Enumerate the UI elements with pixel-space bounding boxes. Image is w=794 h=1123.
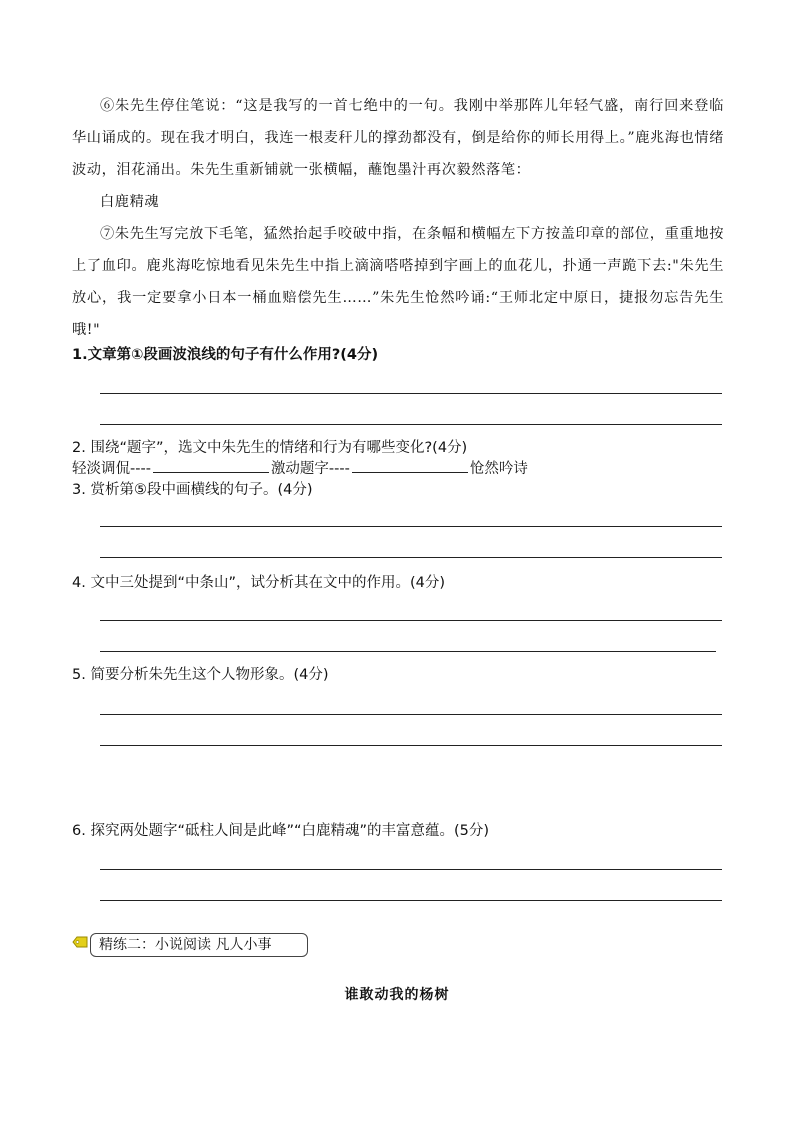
q2-middle: 激动题字---- [270, 461, 350, 477]
answer-line [100, 557, 722, 558]
q2-blank-1[interactable] [153, 458, 269, 473]
answer-line [100, 651, 716, 652]
question-3: 3. 赏析第⑤段中画横线的句子。(4分) [72, 482, 313, 498]
answer-line [100, 393, 722, 394]
q2-suffix: 怆然吟诗 [469, 461, 528, 477]
answer-line [100, 869, 722, 870]
passage-inscription: 白鹿精魂 [100, 194, 160, 210]
answer-line [100, 745, 722, 746]
story-title: 谁敢动我的杨树 [344, 987, 450, 1003]
question-2: 2. 围绕“题字”，选文中朱先生的情绪和行为有哪些变化?(4分) [72, 440, 468, 456]
section-heading: 精练二：小说阅读 凡人小事 [90, 933, 308, 957]
tag-icon [72, 936, 88, 948]
question-2-fill-row [72, 458, 528, 479]
passage-paragraph-7: ⑦朱先生写完放下毛笔，猛然抬起手咬破中指，在条幅和横幅左下方按盖印章的部位，重重地按上了血印。鹿兆海吃惊地看见朱先生中指上滴滴嗒嗒掉到宇画上的血花儿，扑通一声跪下去:"朱先生放心，我一定要拿小日本一桶血赔偿先生……”朱先生怆然吟诵:“王师北定中原日，捷报勿忘告先生哦!" [72, 226, 724, 338]
q2-prefix: 轻淡调侃---- [72, 461, 151, 477]
answer-line [100, 900, 722, 901]
question-4: 4. 文中三处提到“中条山”，试分析其在文中的作用。(4分) [72, 575, 446, 591]
q2-blank-2[interactable] [352, 458, 468, 473]
question-1: 1.文章第①段画波浪线的句子有什么作用?(4分) [72, 347, 379, 363]
passage-paragraph-6: ⑥朱先生停住笔说：“这是我写的一首七绝中的一句。我刚中举那阵儿年轻气盛，南行回来登临华山诵成的。现在我才明白，我连一根麦秆儿的撑劲都没有，倒是给你的师长用得上。”鹿兆海也情绪波动，泪花涌出。朱先生重新铺就一张横幅，蘸饱墨汁再次毅然落笔： [72, 98, 724, 178]
question-6: 6. 探究两处题字“砥柱人间是此峰”“白鹿精魂”的丰富意蕴。(5分) [72, 823, 490, 839]
answer-line [100, 424, 722, 425]
answer-line [100, 526, 722, 527]
question-5: 5. 简要分析朱先生这个人物形象。(4分) [72, 667, 329, 683]
answer-line [100, 620, 722, 621]
answer-line [100, 714, 722, 715]
